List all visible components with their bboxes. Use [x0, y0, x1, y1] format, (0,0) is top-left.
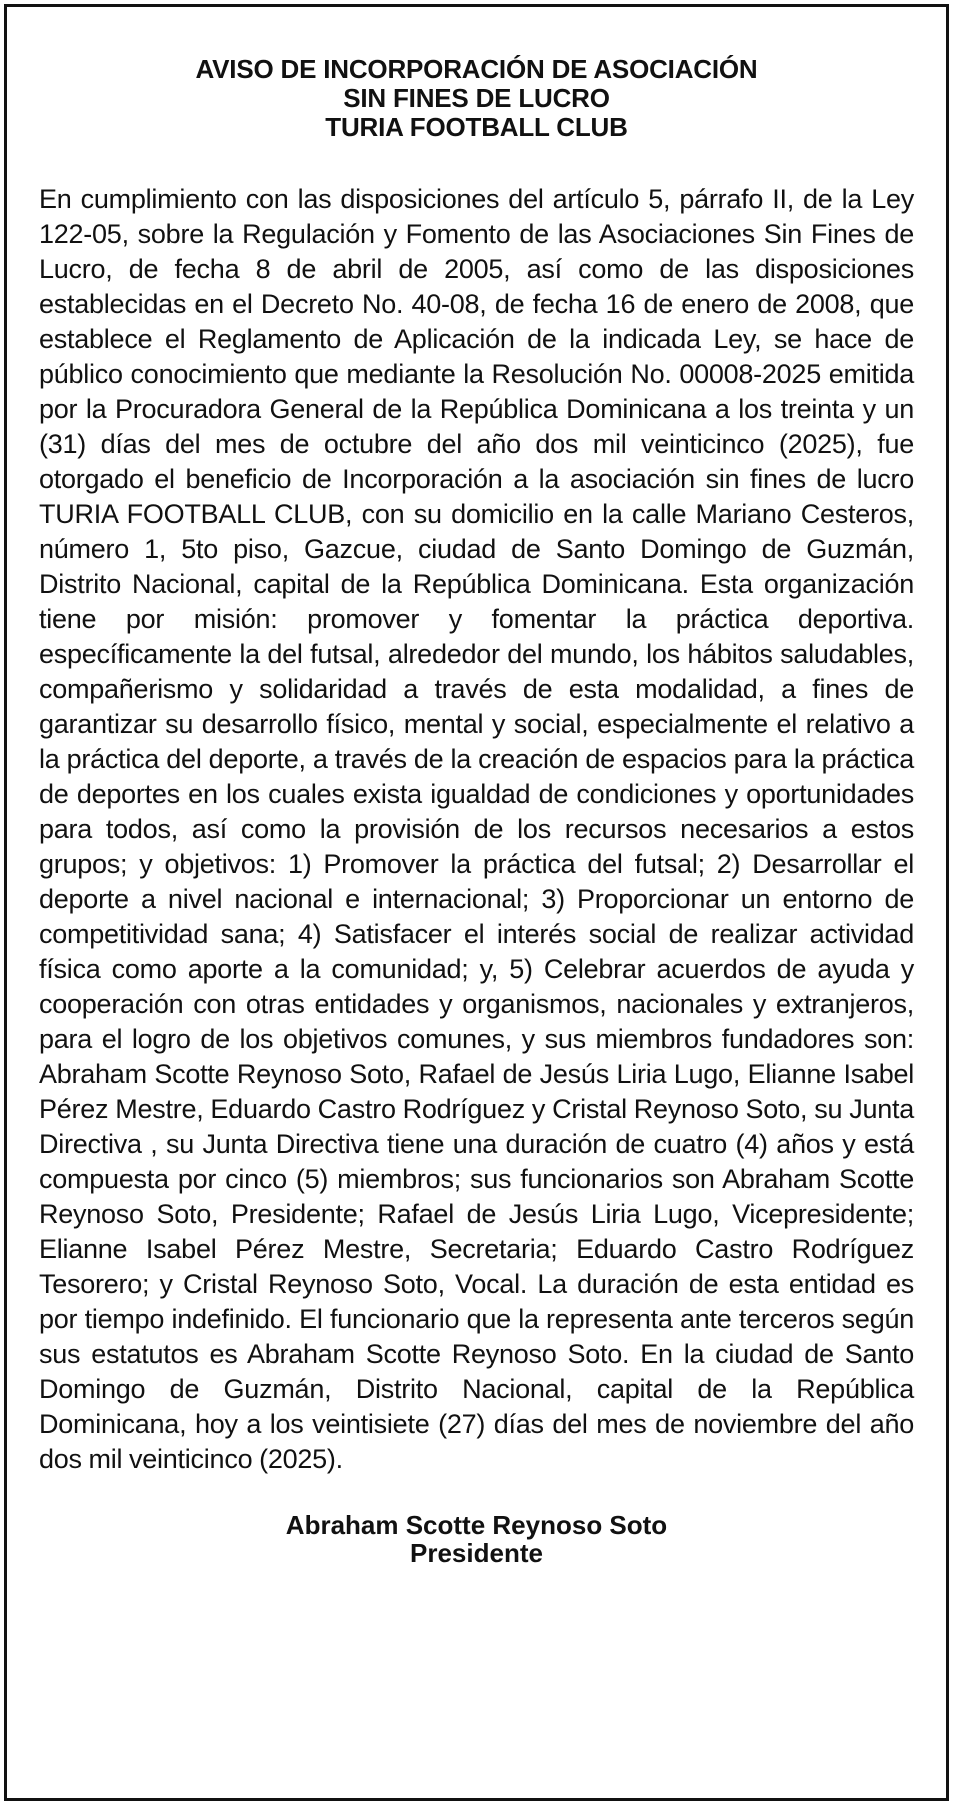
legal-notice: [4, 4, 949, 1801]
title-line-1: AVISO DE INCORPORACIÓN DE ASOCIACIÓN: [195, 54, 758, 84]
signature-role: Presidente: [410, 1538, 543, 1568]
title-line-3: TURIA FOOTBALL CLUB: [325, 112, 628, 142]
title-line-2: SIN FINES DE LUCRO: [343, 83, 610, 113]
signature-block: [7, 1511, 946, 1567]
notice-title: [47, 55, 906, 142]
signature-name: Abraham Scotte Reynoso Soto: [285, 1510, 668, 1540]
notice-body: En cumplimiento con las disposiciones del artículo 5, párrafo II, de la Ley 122-05, sobre la Regulación y Fomento de las Asociaciones Sin Fines de Lucro, de fecha 8 de abril de 2005, así como de las disposiciones establecidas en el Decreto No. 40-08, de fecha 16 de enero de 2008, que establece el Reglamento de Aplicación de la indicada Ley, se hace de público conocimiento que mediante la Resolución No. 00008-2025 emitida por la Procuradora General de la República Dominicana a los treinta y un (31) días del mes de octubre del año dos mil veinticinco (2025), fue otorgado el beneficio de Incorporación a la asociación sin fines de lucro TURIA FOOTBALL CLUB, con su domicilio en la calle Mariano Cesteros, número 1, 5to piso, Gazcue, ciudad de Santo Domingo de Guzmán, Distrito Nacional, capital de la República Dominicana. Esta organización tiene por misión: promover y fomentar la práctica deportiva. específicamente la del futsal, alrededor del mundo, los hábitos saludables, compañerismo y solidaridad a través de esta modalidad, a fines de garantizar su desarrollo físico, mental y social, especialmente el relativo a la práctica del deporte, a través de la creación de espacios para la práctica de deportes en los cuales exista igualdad de condiciones y oportunidades para todos, así como la provisión de los recursos necesarios a estos grupos; y objetivos: 1) Promover la práctica del futsal; 2) Desarrollar el deporte a nivel nacional e internacional; 3) Proporcionar un entorno de competitividad sana; 4) Satisfacer el interés social de realizar actividad física como aporte a la comunidad; y, 5) Celebrar acuerdos de ayuda y cooperación con otras entidades y organismos, nacionales y extranjeros, para el logro de los objetivos comunes, y sus miembros fundadores son: Abraham Scotte Reynoso Soto, Rafael de Jesús Liria Lugo, Elianne Isabel Pérez Mestre, Eduardo Castro Rodríguez y Cristal Reynoso Soto, su Junta Directiva , su Junta Directiva tiene una duración de cuatro (4) años y está compuesta por cinco (5) miembros; sus funcionarios son Abraham Scotte Reynoso Soto, Presidente; Rafael de Jesús Liria Lugo, Vicepresidente; Elianne Isabel Pérez Mestre, Secretaria; Eduardo Castro Rodríguez Tesorero; y Cristal Reynoso Soto, Vocal. La duración de esta entidad es por tiempo indefinido. El funcionario que la representa ante terceros según sus estatutos es Abraham Scotte Reynoso Soto. En la ciudad de Santo Domingo de Guzmán, Distrito Nacional, capital de la República Dominicana, hoy a los veintisiete (27) días del mes de noviembre del año dos mil veinticinco (2025).: [39, 184, 914, 1474]
